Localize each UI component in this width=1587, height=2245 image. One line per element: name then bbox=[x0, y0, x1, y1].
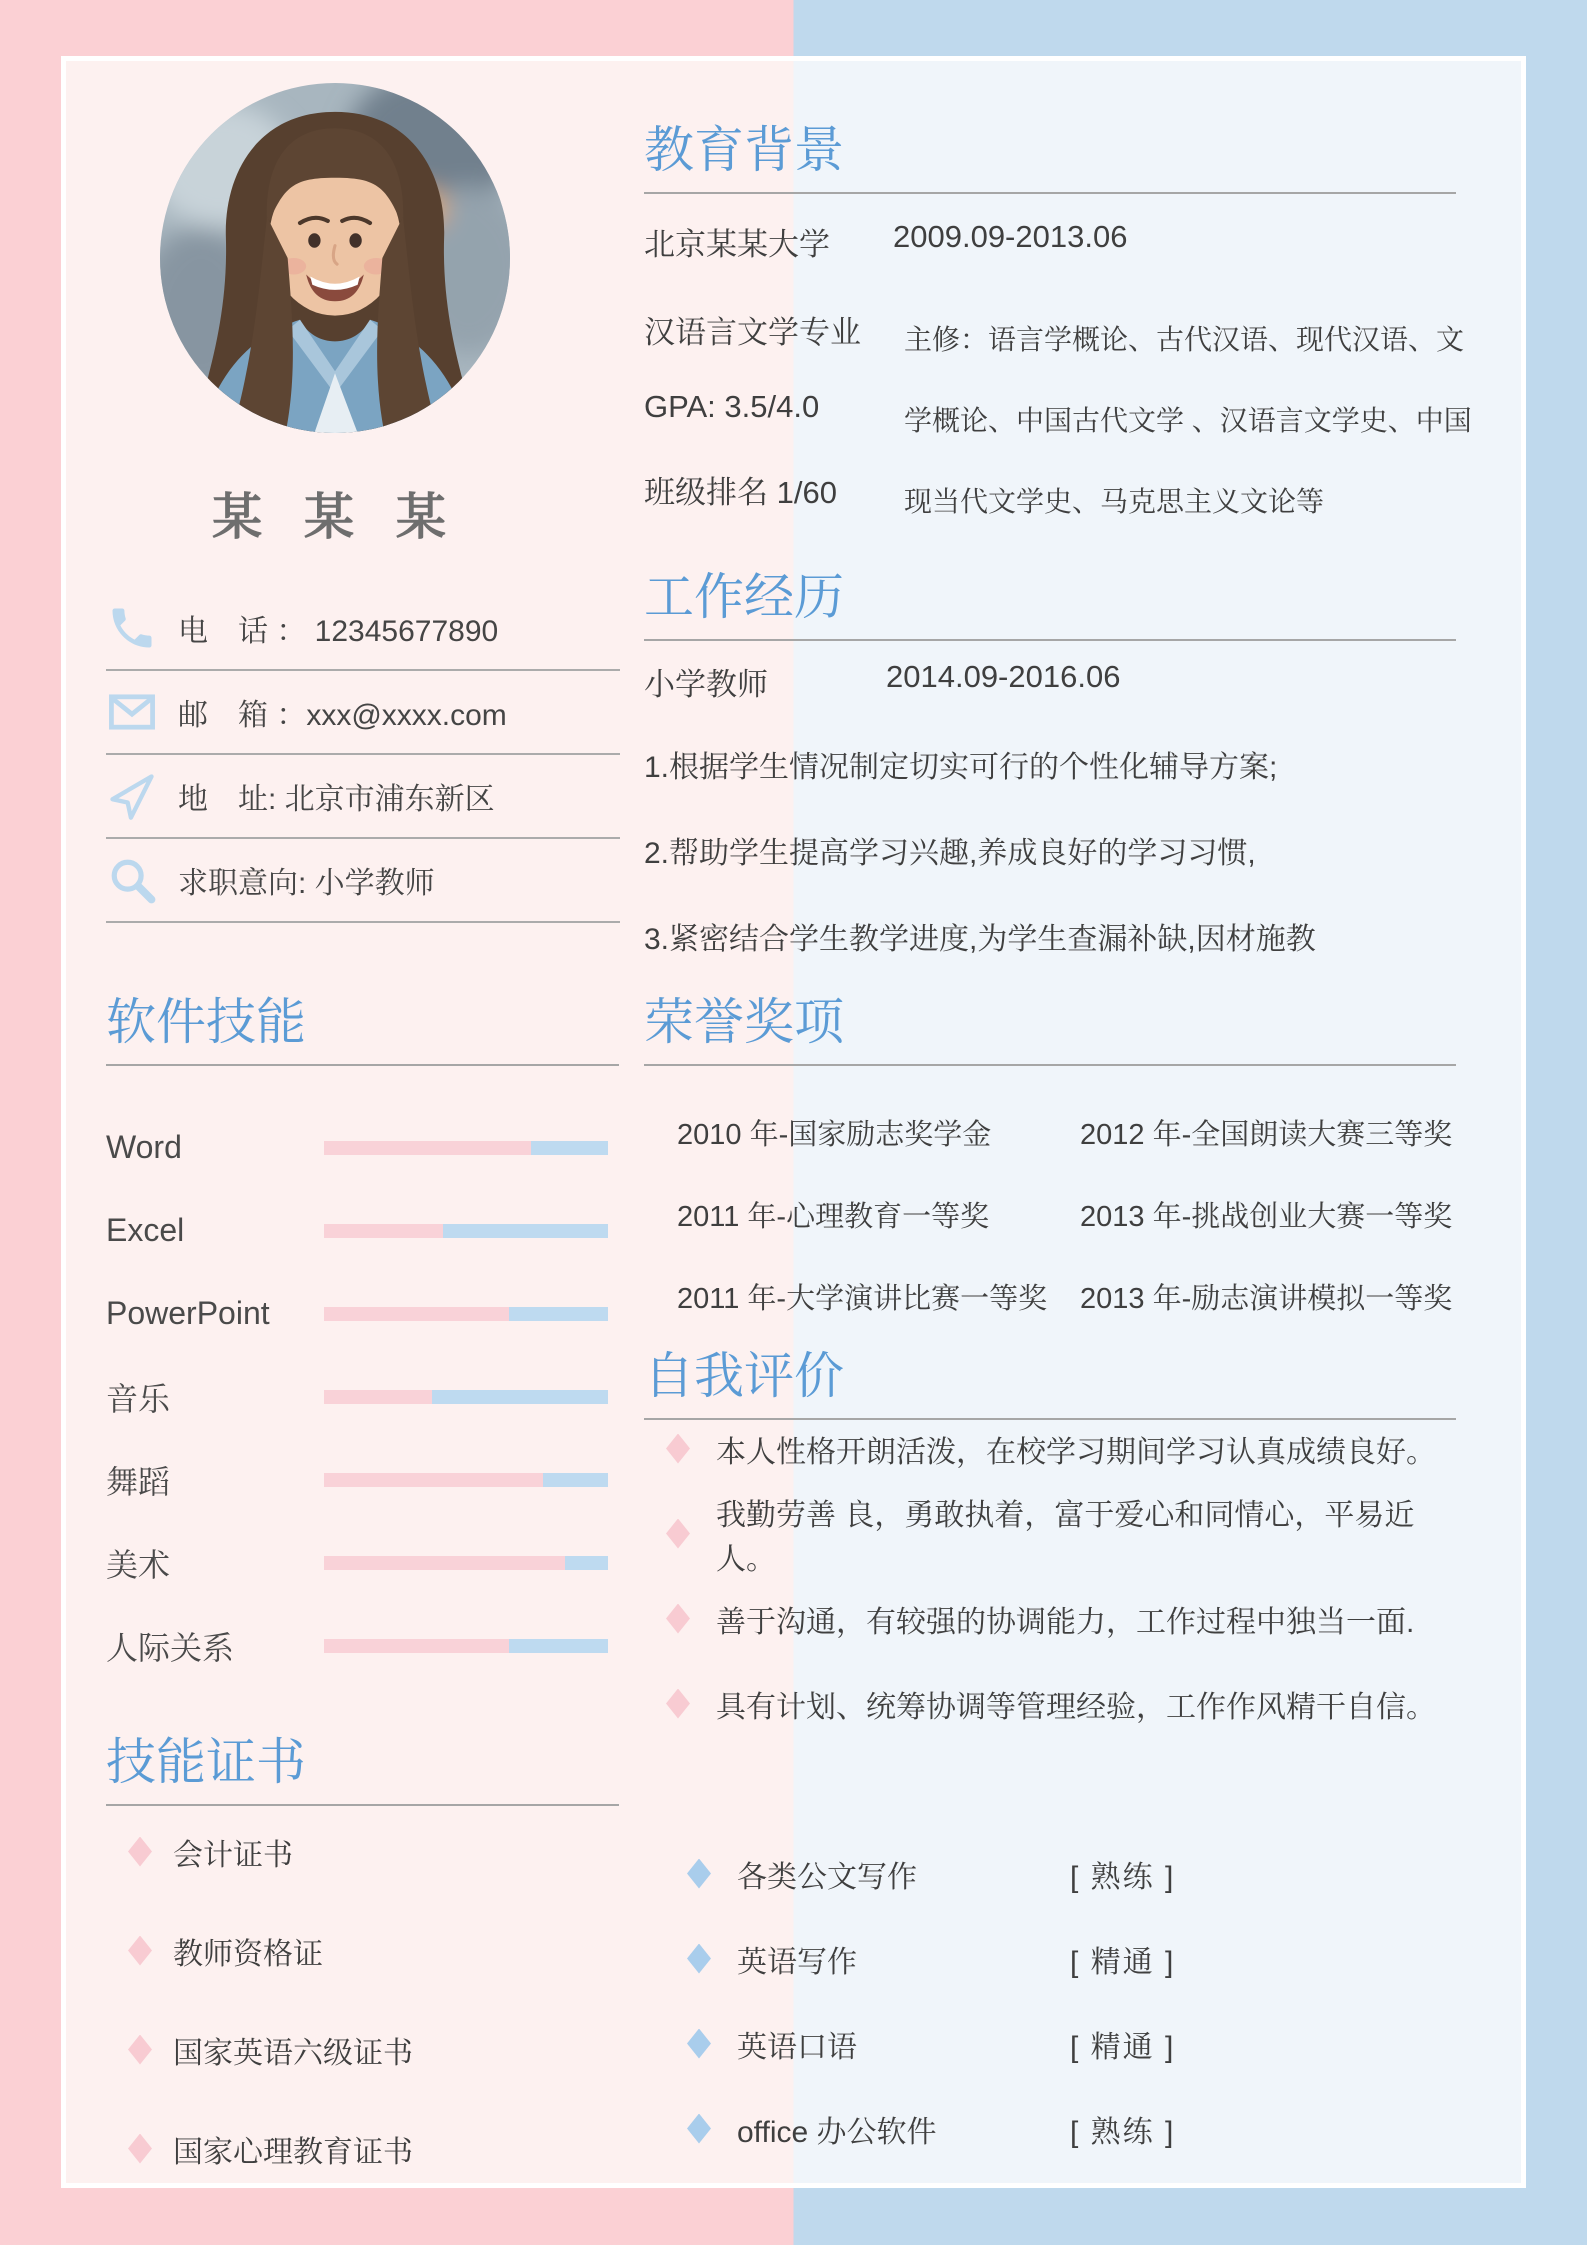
ability-item bbox=[644, 2086, 1456, 2171]
contact-row-address bbox=[106, 755, 620, 839]
ability-level: [ 熟练 ] bbox=[1070, 2115, 1176, 2149]
education-gpa: GPA: 3.5/4.0 bbox=[644, 389, 820, 424]
diamond-bullet-icon bbox=[666, 1689, 690, 1719]
diamond-bullet-icon bbox=[128, 1936, 152, 1966]
resume-card bbox=[61, 56, 1526, 2188]
certificate-item bbox=[106, 1802, 620, 1901]
skill-progress-fill bbox=[324, 1141, 531, 1155]
skill-row bbox=[106, 1604, 620, 1687]
candidate-name: 某 某 某 bbox=[212, 489, 460, 545]
email-value: 邮 箱 ：xxx@xxxx.com bbox=[178, 699, 507, 732]
work-duties bbox=[644, 721, 1456, 979]
phone-icon bbox=[106, 602, 178, 654]
skill-progress-fill bbox=[324, 1556, 565, 1570]
skill-progress-bar bbox=[324, 1224, 608, 1238]
skill-progress-bar bbox=[324, 1390, 608, 1404]
certificate-text: 会计证书 bbox=[173, 1838, 293, 1872]
skill-label: 美术 bbox=[106, 1546, 171, 1583]
diamond-bullet-icon bbox=[687, 1859, 711, 1889]
skill-label: PowerPoint bbox=[106, 1295, 270, 1331]
profile-photo-illustration bbox=[160, 83, 510, 433]
skill-progress-bar bbox=[324, 1639, 608, 1653]
section-title-certificates: 技能证书 bbox=[106, 1732, 619, 1806]
location-icon bbox=[106, 770, 178, 822]
diamond-bullet-icon bbox=[666, 1434, 690, 1464]
diamond-bullet-icon bbox=[128, 2134, 152, 2164]
education-rank: 班级排名 1/60 bbox=[644, 475, 837, 510]
diamond-bullet-icon bbox=[666, 1604, 690, 1634]
honor-item: 2013 年-挑战创业大赛一等奖 bbox=[1080, 1200, 1453, 1233]
honor-item: 2011 年-心理教育一等奖 bbox=[677, 1200, 990, 1233]
contact-row-email bbox=[106, 671, 620, 755]
evaluation-item bbox=[644, 1661, 1474, 1746]
skill-progress-fill bbox=[324, 1224, 443, 1238]
skill-row bbox=[106, 1521, 620, 1604]
work-duty: 1.根据学生情况制定切实可行的个性化辅导方案; bbox=[644, 751, 1278, 784]
diamond-bullet-icon bbox=[666, 1519, 690, 1549]
diamond-bullet-icon bbox=[128, 2035, 152, 2065]
evaluation-item bbox=[644, 1406, 1474, 1491]
software-skill-list bbox=[106, 1106, 620, 1687]
skill-progress-fill bbox=[324, 1390, 432, 1404]
certificate-text: 国家心理教育证书 bbox=[173, 2135, 413, 2169]
phone-value: 电 话 ： 12345677890 bbox=[178, 615, 499, 648]
diamond-bullet-icon bbox=[687, 1944, 711, 1974]
skill-progress-fill bbox=[324, 1473, 543, 1487]
certificate-item bbox=[106, 1901, 620, 2000]
education-school: 北京某某大学 bbox=[644, 227, 830, 262]
section-title-work: 工作经历 bbox=[644, 567, 1456, 641]
ability-item bbox=[644, 1831, 1456, 1916]
evaluation-item bbox=[644, 1576, 1474, 1661]
evaluation-list bbox=[644, 1406, 1474, 1746]
skill-progress-bar bbox=[324, 1473, 608, 1487]
certificate-item bbox=[106, 2000, 620, 2099]
skill-label: Word bbox=[106, 1129, 182, 1165]
diamond-bullet-icon bbox=[687, 2114, 711, 2144]
skill-label: 人际关系 bbox=[106, 1629, 235, 1666]
ability-item bbox=[644, 2001, 1456, 2086]
honor-item: 2013 年-励志演讲模拟一等奖 bbox=[1080, 1282, 1453, 1315]
evaluation-text: 具有计划、统筹协调等管理经验，工作作风精干自信。 bbox=[716, 1690, 1436, 1724]
objective-value: 求职意向: 小学教师 bbox=[178, 867, 435, 900]
honor-item: 2012 年-全国朗读大赛三等奖 bbox=[1080, 1118, 1453, 1151]
address-value: 地 址: 北京市浦东新区 bbox=[178, 783, 495, 816]
evaluation-item bbox=[644, 1491, 1474, 1576]
ability-label: office 办公软件 bbox=[737, 2115, 937, 2149]
certificate-item bbox=[106, 2099, 620, 2198]
contact-block bbox=[106, 587, 620, 923]
work-date: 2014.09-2016.06 bbox=[886, 659, 1121, 694]
skill-progress-bar bbox=[324, 1556, 608, 1570]
honor-item: 2011 年-大学演讲比赛一等奖 bbox=[677, 1282, 1048, 1315]
certificate-list bbox=[106, 1802, 620, 2198]
diamond-bullet-icon bbox=[128, 1837, 152, 1867]
ability-item bbox=[644, 1916, 1456, 2001]
skill-label: Excel bbox=[106, 1212, 185, 1248]
ability-level: [ 精通 ] bbox=[1070, 1945, 1176, 1979]
skill-row bbox=[106, 1438, 620, 1521]
skill-label: 音乐 bbox=[106, 1380, 171, 1417]
certificate-text: 教师资格证 bbox=[173, 1937, 323, 1971]
education-major: 汉语言文学专业 bbox=[644, 315, 861, 350]
evaluation-text: 我勤劳善 良，勇敢执着，富于爱心和同情心，平易近人。 bbox=[716, 1498, 1415, 1576]
ability-label: 英语写作 bbox=[737, 1945, 857, 1979]
skill-label: 舞蹈 bbox=[106, 1463, 171, 1500]
certificate-text: 国家英语六级证书 bbox=[173, 2036, 413, 2070]
work-job-title: 小学教师 bbox=[644, 667, 768, 702]
ability-label: 英语口语 bbox=[737, 2030, 857, 2064]
section-title-honors: 荣誉奖项 bbox=[644, 992, 1456, 1066]
ability-label: 各类公文写作 bbox=[737, 1860, 917, 1894]
honors-grid bbox=[644, 1091, 1474, 1337]
mail-icon bbox=[106, 686, 178, 738]
skill-progress-bar bbox=[324, 1307, 608, 1321]
ability-list bbox=[644, 1831, 1456, 2171]
ability-level: [ 熟练 ] bbox=[1070, 1860, 1176, 1894]
ability-level: [ 精通 ] bbox=[1070, 2030, 1176, 2064]
evaluation-text: 善于沟通，有较强的协调能力，工作过程中独当一面. bbox=[716, 1605, 1415, 1639]
profile-photo bbox=[160, 83, 510, 433]
skill-progress-fill bbox=[324, 1639, 509, 1653]
contact-row-phone bbox=[106, 587, 620, 671]
section-title-education: 教育背景 bbox=[644, 120, 1456, 194]
skill-row bbox=[106, 1189, 620, 1272]
section-title-evaluation: 自我评价 bbox=[644, 1346, 1456, 1420]
section-title-software: 软件技能 bbox=[106, 992, 619, 1066]
skill-row bbox=[106, 1272, 620, 1355]
skill-progress-bar bbox=[324, 1141, 608, 1155]
skill-row bbox=[106, 1355, 620, 1438]
diamond-bullet-icon bbox=[687, 2029, 711, 2059]
honor-item: 2010 年-国家励志奖学金 bbox=[677, 1118, 992, 1151]
work-duty: 2.帮助学生提高学习兴趣,养成良好的学习习惯, bbox=[644, 837, 1256, 870]
education-date: 2009.09-2013.06 bbox=[893, 219, 1128, 254]
work-duty: 3.紧密结合学生教学进度,为学生查漏补缺,因材施教 bbox=[644, 923, 1316, 956]
search-icon bbox=[106, 854, 178, 906]
contact-row-objective bbox=[106, 839, 620, 923]
evaluation-text: 本人性格开朗活泼，在校学习期间学习认真成绩良好。 bbox=[716, 1435, 1436, 1469]
skill-row bbox=[106, 1106, 620, 1189]
education-courses: 主修：语言学概论、古代汉语、现代汉语、文学概论、中国古代文学 、汉语言文学史、中国现当代文学史、马克思主义文论等 bbox=[904, 324, 1472, 517]
skill-progress-fill bbox=[324, 1307, 509, 1321]
